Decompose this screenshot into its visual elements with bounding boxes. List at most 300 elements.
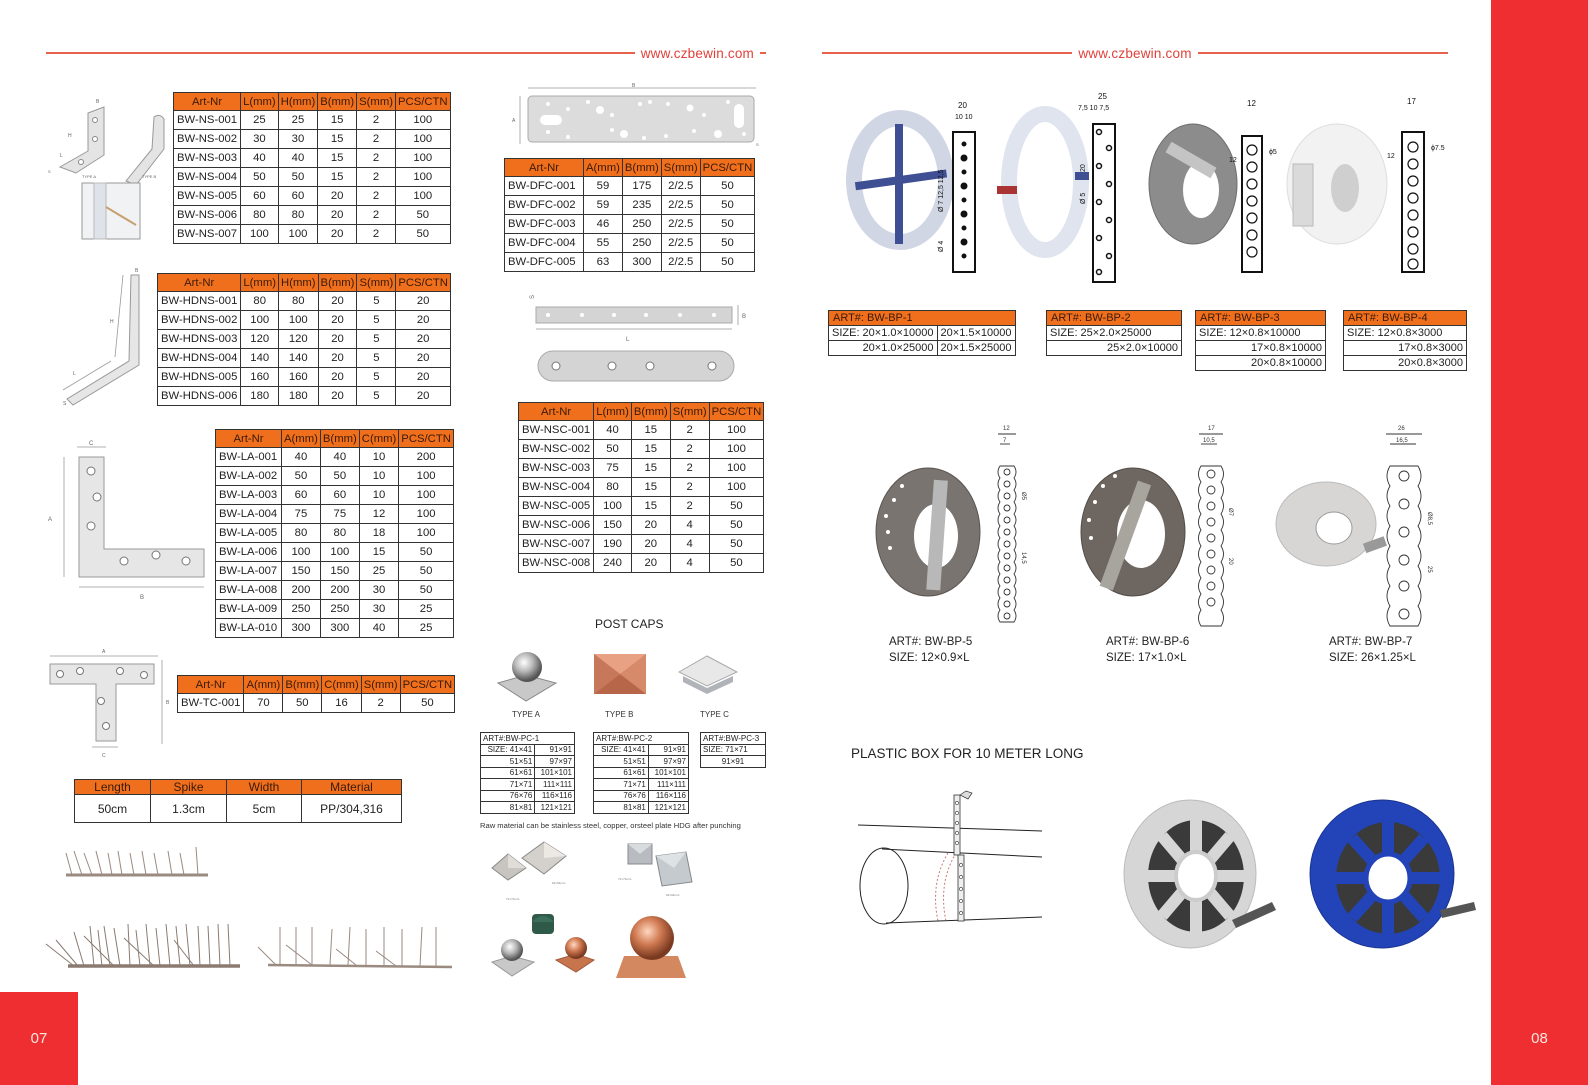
table-cell: 101×101 bbox=[535, 767, 575, 779]
table-row bbox=[1196, 356, 1326, 371]
column-header: H(mm) bbox=[279, 274, 319, 292]
table-cell: 50 bbox=[399, 543, 454, 562]
table-cell: BW-LA-003 bbox=[216, 486, 282, 505]
table-cell: 50cm bbox=[75, 795, 151, 823]
plastic-box-title: PLASTIC BOX FOR 10 METER LONG bbox=[851, 746, 1084, 761]
table-row bbox=[1344, 326, 1467, 341]
post-cap-type-label: TYPE C bbox=[700, 710, 729, 719]
ball-post-caps-image bbox=[490, 910, 720, 982]
column-header: Art-Nr bbox=[505, 159, 584, 177]
table-cell: 10 bbox=[359, 486, 399, 505]
table-cell: 60 bbox=[320, 486, 359, 505]
table-cell: 50 bbox=[700, 215, 755, 234]
table-cell: 150 bbox=[282, 562, 321, 581]
column-header: B(mm) bbox=[622, 159, 661, 177]
bird-spike-image bbox=[44, 922, 244, 972]
svg-text:TYPE B: TYPE B bbox=[142, 174, 157, 179]
table-cell: 100 bbox=[709, 459, 764, 478]
table-cell: 59 bbox=[584, 196, 623, 215]
table-cell: 76×76 bbox=[594, 790, 649, 802]
table-cell: 100 bbox=[241, 311, 279, 330]
column-header: S(mm) bbox=[661, 159, 700, 177]
table-row bbox=[216, 543, 454, 562]
table-cell: 4 bbox=[670, 554, 709, 573]
table-row bbox=[505, 253, 755, 272]
page-number: 08 bbox=[1531, 1030, 1548, 1047]
column-header: A(mm) bbox=[584, 159, 623, 177]
table-cell: BW-NS-003 bbox=[174, 149, 241, 168]
website-link[interactable]: www.czbewin.com bbox=[1078, 45, 1192, 61]
column-header: L(mm) bbox=[241, 93, 279, 111]
table-cell: 50 bbox=[700, 253, 755, 272]
table-header-row bbox=[158, 274, 451, 292]
table-cell: SIZE: 12×0.8×10000 bbox=[1196, 326, 1326, 341]
bp4-roll bbox=[1287, 124, 1387, 244]
table-cell: 121×121 bbox=[535, 802, 575, 814]
table-row bbox=[158, 349, 451, 368]
svg-text:C: C bbox=[102, 753, 106, 759]
table-cell: 97×97 bbox=[648, 756, 688, 768]
table-cell: 190 bbox=[594, 535, 632, 554]
table-cell: 40 bbox=[282, 448, 321, 467]
svg-text:H: H bbox=[110, 319, 114, 325]
table-cell: 30 bbox=[241, 130, 279, 149]
table-cell: 20 bbox=[396, 330, 451, 349]
bp4-diagram bbox=[1387, 97, 1445, 272]
table-cell: 25 bbox=[399, 619, 454, 638]
table-row bbox=[174, 206, 451, 225]
table-cell: 2 bbox=[670, 440, 709, 459]
table-cell: 100 bbox=[594, 497, 632, 516]
table-row bbox=[1344, 341, 1467, 356]
svg-text:B: B bbox=[166, 700, 170, 706]
table-cell: 20 bbox=[318, 349, 357, 368]
post-cap-type-b-image bbox=[590, 650, 650, 700]
art-number: ART#: BW-BP-2 bbox=[1047, 311, 1182, 326]
size-caption: 71×71mm bbox=[506, 897, 520, 901]
table-cell: 2 bbox=[357, 149, 396, 168]
svg-text:10 10: 10 10 bbox=[955, 114, 973, 121]
table-cell: 60 bbox=[241, 187, 279, 206]
table-cell: 15 bbox=[631, 459, 670, 478]
table-cell: 59 bbox=[584, 177, 623, 196]
post-cap-type-a-image bbox=[492, 645, 562, 705]
svg-text:Ø 5: Ø 5 bbox=[1080, 192, 1087, 204]
right-red-bar bbox=[1491, 0, 1588, 1085]
table-row bbox=[1196, 341, 1326, 356]
table-cell: 50 bbox=[396, 206, 451, 225]
header-rule bbox=[1198, 52, 1448, 54]
perforated-band-rolls-image bbox=[845, 92, 1475, 282]
table-cell: 5 bbox=[357, 368, 396, 387]
bp1-roll bbox=[854, 118, 947, 244]
table-cell: BW-NS-002 bbox=[174, 130, 241, 149]
bp6-size: SIZE: 17×1.0×L bbox=[1106, 652, 1187, 664]
svg-text:12: 12 bbox=[1229, 157, 1237, 164]
column-header: Material bbox=[302, 780, 402, 795]
table-cell: BW-HDNS-001 bbox=[158, 292, 241, 311]
post-cap-table-3 bbox=[700, 732, 766, 768]
post-cap-type-c-image bbox=[675, 652, 740, 697]
table-cell: BW-LA-006 bbox=[216, 543, 282, 562]
table-cell: 100 bbox=[399, 467, 454, 486]
table-cell: 20×0.8×3000 bbox=[1344, 356, 1467, 371]
table-row bbox=[216, 600, 454, 619]
table-cell: 15 bbox=[318, 130, 357, 149]
table-cell: BW-NSC-005 bbox=[519, 497, 594, 516]
post-caps-title: POST CAPS bbox=[595, 617, 664, 631]
table-cell: 140 bbox=[279, 349, 319, 368]
table-row bbox=[505, 234, 755, 253]
table-cell: 250 bbox=[320, 600, 359, 619]
table-row bbox=[158, 387, 451, 406]
svg-text:L: L bbox=[73, 371, 76, 377]
svg-text:S: S bbox=[530, 294, 536, 299]
svg-text:A: A bbox=[102, 649, 106, 655]
table-row bbox=[519, 459, 764, 478]
bp3-roll bbox=[1149, 124, 1237, 244]
table-row bbox=[174, 168, 451, 187]
table-row bbox=[519, 421, 764, 440]
bp7-size: SIZE: 26×1.25×L bbox=[1329, 652, 1416, 664]
column-header: PCS/CTN bbox=[400, 676, 455, 694]
page-number-left bbox=[0, 992, 78, 1085]
table-row bbox=[158, 330, 451, 349]
table-row bbox=[216, 448, 454, 467]
table-cell: BW-DFC-004 bbox=[505, 234, 584, 253]
svg-text:25: 25 bbox=[1098, 92, 1107, 101]
la-spec-table bbox=[215, 429, 454, 638]
table-cell: 120 bbox=[279, 330, 319, 349]
table-cell: 20 bbox=[631, 516, 670, 535]
table-cell: 100 bbox=[709, 478, 764, 497]
table-cell: 75 bbox=[594, 459, 632, 478]
table-cell: BW-NSC-007 bbox=[519, 535, 594, 554]
table-cell: 50 bbox=[709, 554, 764, 573]
column-header: B(mm) bbox=[320, 430, 359, 448]
table-header-row bbox=[505, 159, 755, 177]
table-cell: 25 bbox=[278, 111, 318, 130]
column-header: H(mm) bbox=[278, 93, 318, 111]
column-header: PCS/CTN bbox=[399, 430, 454, 448]
art-number: ART#:BW-PC-1 bbox=[481, 733, 575, 745]
table-cell: 5 bbox=[357, 330, 396, 349]
table-cell: 91×91 bbox=[648, 744, 688, 756]
table-row bbox=[174, 187, 451, 206]
table-cell: 2 bbox=[670, 421, 709, 440]
bp6-roll-image bbox=[1075, 420, 1255, 630]
table-cell: BW-HDNS-005 bbox=[158, 368, 241, 387]
svg-text:ϕ7.5: ϕ7.5 bbox=[1431, 145, 1445, 152]
table-cell: 2 bbox=[357, 111, 396, 130]
column-header: B(mm) bbox=[318, 93, 357, 111]
table-cell: 150 bbox=[594, 516, 632, 535]
size-caption: 71×71mm bbox=[618, 877, 632, 881]
table-cell: 100 bbox=[709, 440, 764, 459]
table-cell: 5 bbox=[357, 387, 396, 406]
table-row bbox=[158, 368, 451, 387]
table-cell: BW-NSC-006 bbox=[519, 516, 594, 535]
column-header: Spike bbox=[151, 780, 227, 795]
column-header: L(mm) bbox=[594, 403, 632, 421]
table-row bbox=[594, 756, 689, 768]
table-cell: 20 bbox=[396, 368, 451, 387]
table-cell: 2 bbox=[357, 130, 396, 149]
table-row bbox=[1047, 326, 1182, 341]
svg-text:12: 12 bbox=[1247, 99, 1256, 108]
table-cell: 111×111 bbox=[535, 779, 575, 791]
table-cell: 71×71 bbox=[594, 779, 649, 791]
table-cell: 100 bbox=[399, 524, 454, 543]
table-cell: SIZE: 20×1.0×10000 bbox=[829, 326, 938, 341]
dimension-label: 7 bbox=[1003, 438, 1007, 444]
table-cell: 50 bbox=[399, 562, 454, 581]
table-cell: 2 bbox=[670, 478, 709, 497]
table-cell: BW-NSC-008 bbox=[519, 554, 594, 573]
table-header-row bbox=[701, 733, 766, 745]
svg-text:L: L bbox=[60, 153, 63, 159]
table-row bbox=[481, 779, 575, 791]
column-header: A(mm) bbox=[282, 430, 321, 448]
column-header: PCS/CTN bbox=[700, 159, 755, 177]
table-cell: 20 bbox=[318, 225, 357, 244]
diagram-label: A bbox=[48, 517, 53, 523]
table-row bbox=[519, 440, 764, 459]
table-cell: 250 bbox=[622, 234, 661, 253]
table-cell: BW-LA-004 bbox=[216, 505, 282, 524]
table-cell: 20 bbox=[396, 292, 451, 311]
table-header-row bbox=[829, 311, 1016, 326]
table-row bbox=[594, 767, 689, 779]
table-cell: 30 bbox=[359, 581, 399, 600]
table-header-row bbox=[216, 430, 454, 448]
table-cell: 2 bbox=[670, 497, 709, 516]
art-number: ART#:BW-PC-2 bbox=[594, 733, 689, 745]
table-cell: 97×97 bbox=[535, 756, 575, 768]
dfc-spec-table bbox=[504, 158, 755, 272]
table-cell: 100 bbox=[279, 311, 319, 330]
table-cell: 5 bbox=[357, 292, 396, 311]
corner-bracket-ns-diagram bbox=[46, 95, 171, 245]
table-row bbox=[174, 225, 451, 244]
table-cell: SIZE: 41×41 bbox=[481, 744, 535, 756]
dimension-label: Ø8,5 bbox=[1426, 512, 1432, 526]
table-cell: 2 bbox=[357, 187, 396, 206]
table-cell: 51×51 bbox=[594, 756, 649, 768]
table-cell: 61×61 bbox=[481, 767, 535, 779]
table-cell: BW-LA-005 bbox=[216, 524, 282, 543]
svg-text:TYPE A: TYPE A bbox=[82, 174, 97, 179]
table-row bbox=[216, 486, 454, 505]
table-cell: 5 bbox=[357, 349, 396, 368]
table-cell: 100 bbox=[320, 543, 359, 562]
svg-text:20: 20 bbox=[958, 101, 967, 110]
table-cell: 20 bbox=[396, 349, 451, 368]
table-cell: 81×81 bbox=[481, 802, 535, 814]
table-cell: 2 bbox=[361, 694, 400, 713]
table-row bbox=[594, 744, 689, 756]
table-row bbox=[519, 535, 764, 554]
table-cell: 200 bbox=[320, 581, 359, 600]
table-row bbox=[594, 802, 689, 814]
column-header: Art-Nr bbox=[216, 430, 282, 448]
table-cell: 75 bbox=[320, 505, 359, 524]
table-cell: 30 bbox=[359, 600, 399, 619]
svg-text:S: S bbox=[756, 142, 759, 147]
table-cell: 2 bbox=[670, 459, 709, 478]
post-cap-table-1 bbox=[480, 732, 575, 814]
table-cell: 1.3cm bbox=[151, 795, 227, 823]
table-cell: BW-LA-008 bbox=[216, 581, 282, 600]
table-row bbox=[701, 744, 766, 756]
heavy-corner-bracket-diagram bbox=[55, 265, 145, 410]
dimension-label: 20 bbox=[1227, 558, 1233, 565]
table-header-row bbox=[519, 403, 764, 421]
table-cell: 76×76 bbox=[481, 790, 535, 802]
table-cell: 100 bbox=[399, 505, 454, 524]
column-header: L(mm) bbox=[241, 274, 279, 292]
table-cell: 40 bbox=[320, 448, 359, 467]
svg-text:H: H bbox=[68, 133, 72, 139]
table-cell: 121×121 bbox=[648, 802, 688, 814]
column-header: Art-Nr bbox=[178, 676, 244, 694]
table-cell: SIZE: 12×0.8×3000 bbox=[1344, 326, 1467, 341]
table-cell: 50 bbox=[396, 225, 451, 244]
bird-spike-spec-table bbox=[74, 779, 402, 823]
table-cell: 75 bbox=[282, 505, 321, 524]
ns-spec-table bbox=[173, 92, 451, 244]
table-cell: 175 bbox=[622, 177, 661, 196]
column-header: C(mm) bbox=[322, 676, 362, 694]
art-number: ART#: BW-BP-4 bbox=[1344, 311, 1467, 326]
table-row bbox=[75, 795, 402, 823]
table-cell: 2/2.5 bbox=[661, 215, 700, 234]
table-cell: 40 bbox=[594, 421, 632, 440]
table-cell: 50 bbox=[709, 535, 764, 554]
table-cell: BW-HDNS-003 bbox=[158, 330, 241, 349]
dimension-label: 26 bbox=[1398, 426, 1405, 432]
table-cell: 60 bbox=[278, 187, 318, 206]
header-rule bbox=[46, 52, 635, 54]
diagram-label: B bbox=[140, 595, 145, 601]
table-row bbox=[829, 341, 1016, 356]
art-number: ART#:BW-PC-3 bbox=[701, 733, 766, 745]
table-cell: 20×0.8×10000 bbox=[1196, 356, 1326, 371]
table-cell: 17×0.8×3000 bbox=[1344, 341, 1467, 356]
svg-text:B: B bbox=[135, 268, 139, 274]
table-cell: 200 bbox=[282, 581, 321, 600]
table-cell: 20 bbox=[318, 292, 357, 311]
table-row bbox=[1344, 356, 1467, 371]
table-cell: 12 bbox=[359, 505, 399, 524]
pc2-body bbox=[594, 744, 689, 813]
table-cell: BW-NSC-002 bbox=[519, 440, 594, 459]
table-cell: 15 bbox=[359, 543, 399, 562]
table-row bbox=[216, 505, 454, 524]
table-row bbox=[216, 562, 454, 581]
table-cell: 17×0.8×10000 bbox=[1196, 341, 1326, 356]
dimension-label: 12 bbox=[1003, 426, 1010, 432]
table-cell: BW-TC-001 bbox=[178, 694, 244, 713]
svg-text:7,5 10 7,5: 7,5 10 7,5 bbox=[1078, 105, 1110, 112]
nsc-table-body bbox=[519, 421, 764, 573]
svg-text:Ø 4: Ø 4 bbox=[938, 240, 945, 252]
table-cell: 100 bbox=[396, 130, 451, 149]
left-page-header bbox=[46, 45, 766, 61]
dimension-label: Ø7 bbox=[1227, 508, 1233, 517]
table-cell: 20 bbox=[318, 206, 357, 225]
svg-text:B: B bbox=[742, 314, 747, 320]
column-header: B(mm) bbox=[283, 676, 322, 694]
table-cell: 25 bbox=[359, 562, 399, 581]
table-cell: 50 bbox=[283, 694, 322, 713]
table-cell: BW-NS-004 bbox=[174, 168, 241, 187]
dfc-table-body bbox=[505, 177, 755, 272]
table-cell: 100 bbox=[396, 187, 451, 206]
column-header: S(mm) bbox=[670, 403, 709, 421]
table-row bbox=[481, 802, 575, 814]
table-header-row bbox=[75, 780, 402, 795]
hdns-spec-table bbox=[157, 273, 451, 406]
bp3-spec-table bbox=[1195, 310, 1326, 371]
table-cell: 61×61 bbox=[594, 767, 649, 779]
table-row bbox=[594, 779, 689, 791]
table-cell: BW-NSC-004 bbox=[519, 478, 594, 497]
ns-table-body bbox=[174, 111, 451, 244]
straight-plate-nsc-diagram bbox=[528, 285, 758, 385]
table-cell: 81×81 bbox=[594, 802, 649, 814]
table-cell: 51×51 bbox=[481, 756, 535, 768]
table-header-row bbox=[1344, 311, 1467, 326]
bp5-art: ART#: BW-BP-5 bbox=[889, 636, 973, 648]
table-cell: 71×71 bbox=[481, 779, 535, 791]
svg-text:ϕ5: ϕ5 bbox=[1269, 149, 1277, 156]
tc-table-body bbox=[178, 694, 455, 713]
table-cell: 180 bbox=[241, 387, 279, 406]
table-cell: 80 bbox=[278, 206, 318, 225]
table-row bbox=[829, 326, 1016, 341]
column-header: Art-Nr bbox=[174, 93, 241, 111]
plastic-box-blue-image bbox=[1300, 790, 1480, 950]
table-cell: 20×1.5×10000 bbox=[937, 326, 1015, 341]
dimension-label: 10,5 bbox=[1203, 438, 1215, 444]
column-header: Length bbox=[75, 780, 151, 795]
bp5-roll-image bbox=[870, 420, 1050, 630]
table-row bbox=[178, 694, 455, 713]
table-cell: 116×116 bbox=[648, 790, 688, 802]
table-cell: 10 bbox=[359, 448, 399, 467]
svg-text:S: S bbox=[63, 401, 67, 407]
table-cell: 300 bbox=[282, 619, 321, 638]
table-header-row bbox=[1196, 311, 1326, 326]
table-cell: 2/2.5 bbox=[661, 177, 700, 196]
bp4-spec-table bbox=[1343, 310, 1467, 371]
table-cell: 116×116 bbox=[535, 790, 575, 802]
t-plate-diagram bbox=[44, 646, 174, 761]
size-caption: 91×91mm bbox=[552, 881, 566, 885]
table-cell: 60 bbox=[282, 486, 321, 505]
website-link[interactable]: www.czbewin.com bbox=[640, 45, 754, 61]
table-header-row bbox=[1047, 311, 1182, 326]
svg-text:Ø 7 12,5 12,5: Ø 7 12,5 12,5 bbox=[938, 169, 945, 212]
table-cell: 100 bbox=[282, 543, 321, 562]
table-cell: 80 bbox=[320, 524, 359, 543]
header-rule bbox=[760, 52, 766, 54]
table-cell: 5 bbox=[357, 311, 396, 330]
table-row bbox=[519, 554, 764, 573]
column-header: Art-Nr bbox=[158, 274, 241, 292]
table-cell: 80 bbox=[241, 292, 279, 311]
